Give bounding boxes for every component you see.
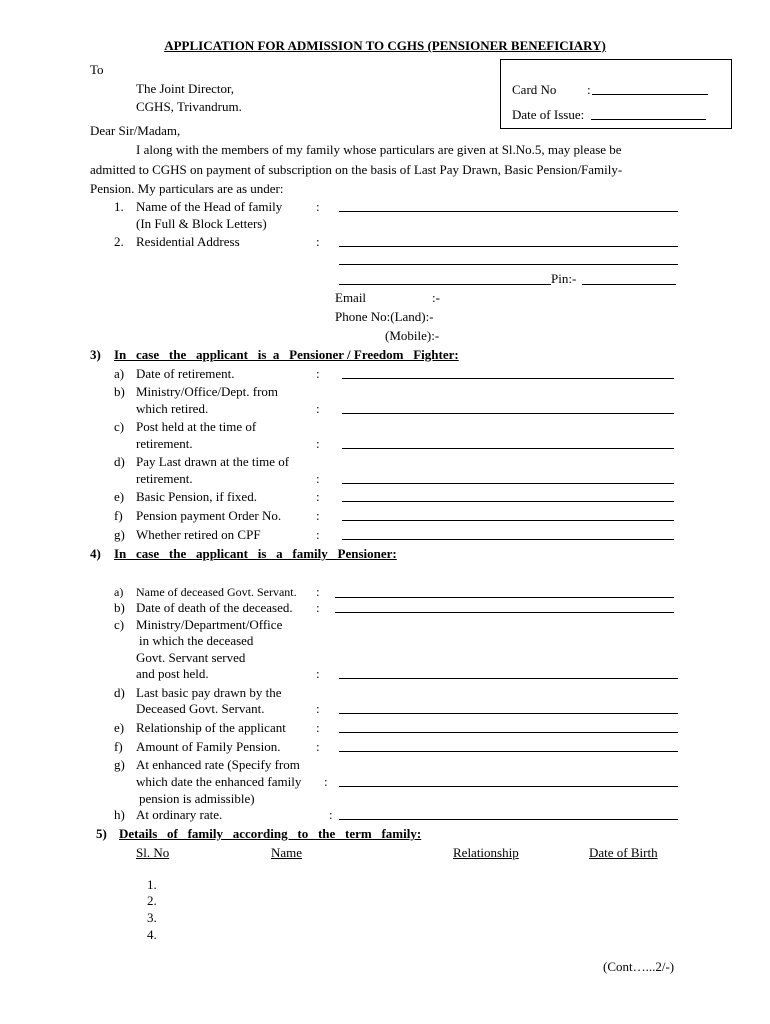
s4-e-label: Relationship of the applicant: [136, 720, 286, 735]
s3-c-colon: :: [316, 436, 320, 451]
family-pension-amount-field[interactable]: [339, 751, 678, 752]
s4-b-label: Date of death of the deceased.: [136, 600, 293, 615]
date-of-issue-label: Date of Issue:: [512, 107, 585, 122]
pin-label: Pin:-: [551, 271, 577, 286]
column-header-relationship: Relationship: [453, 845, 519, 860]
address-line-1: The Joint Director,: [136, 81, 235, 96]
family-row-number: 1.: [147, 877, 157, 892]
item-1-colon: :: [316, 199, 320, 214]
s3-b-letter: b): [114, 384, 125, 399]
s3-b-label-1: Ministry/Office/Dept. from: [136, 384, 279, 399]
s4-c-label-3: Govt. Servant served: [136, 650, 246, 665]
section-4-number: 4): [90, 546, 101, 561]
address-field-line-3[interactable]: [339, 284, 551, 285]
card-no-field[interactable]: [592, 94, 708, 95]
s3-b-label-2: which retired.: [136, 401, 209, 416]
s4-g-label-2: which date the enhanced family: [136, 774, 302, 789]
s4-e-letter: e): [114, 720, 125, 735]
family-row-number: 2.: [147, 893, 157, 908]
s4-g-colon: :: [324, 774, 328, 789]
intro-line-1: I along with the members of my family whose particulars are given at Sl.No.5, may please be: [136, 142, 622, 157]
card-no-colon: :: [587, 82, 591, 97]
address-field-line-1[interactable]: [339, 246, 678, 247]
address-field-line-2[interactable]: [339, 264, 678, 265]
s3-e-label: Basic Pension, if fixed.: [136, 489, 257, 504]
s3-f-label: Pension payment Order No.: [136, 508, 282, 523]
family-row-number: 4.: [147, 927, 157, 942]
pin-field[interactable]: [582, 284, 676, 285]
s3-g-label: Whether retired on CPF: [136, 527, 261, 542]
section-3-number: 3): [90, 347, 101, 362]
item-2-colon: :: [316, 234, 320, 249]
item-2-label: Residential Address: [136, 234, 240, 249]
s4-f-colon: :: [316, 739, 320, 754]
relationship-field[interactable]: [339, 732, 678, 733]
item-1-label: Name of the Head of family: [136, 199, 283, 214]
s4-a-colon: :: [316, 584, 320, 599]
enhanced-rate-field[interactable]: [339, 786, 678, 787]
column-header-dob: Date of Birth: [589, 845, 658, 860]
ordinary-rate-field[interactable]: [339, 819, 678, 820]
s3-e-colon: :: [316, 489, 320, 504]
s3-e-letter: e): [114, 489, 125, 504]
s4-a-letter: a): [114, 585, 124, 599]
s3-d-letter: d): [114, 454, 125, 469]
continuation-note: (Cont…...2/-): [603, 959, 675, 974]
intro-line-3: Pension. My particulars are as under:: [90, 181, 284, 196]
section-3-heading: In case the applicant is a Pensioner / Freedom Fighter:: [114, 347, 459, 362]
deceased-ministry-post-field[interactable]: [339, 678, 678, 679]
section-5-number: 5): [96, 826, 107, 841]
s4-d-label-2: Deceased Govt. Servant.: [136, 701, 265, 716]
s4-d-letter: d): [114, 685, 125, 700]
s4-g-label-3: pension is admissible): [139, 791, 255, 806]
card-no-label: Card No: [512, 82, 557, 97]
intro-line-2: admitted to CGHS on payment of subscription on the basis of Last Pay Drawn, Basic Pension/Family-: [90, 162, 623, 177]
to-label: To: [90, 62, 104, 77]
s4-e-colon: :: [316, 720, 320, 735]
s4-c-label-4: and post held.: [136, 666, 209, 681]
date-of-issue-field[interactable]: [591, 119, 706, 120]
email-colon: :-: [432, 290, 440, 305]
ministry-retired-field[interactable]: [342, 413, 674, 414]
s3-f-letter: f): [114, 508, 123, 523]
s4-b-letter: b): [114, 600, 125, 615]
s4-h-label: At ordinary rate.: [136, 807, 223, 822]
head-of-family-name-field[interactable]: [339, 211, 678, 212]
s4-h-colon: :: [329, 807, 333, 822]
item-1-sublabel: (In Full & Block Letters): [136, 216, 267, 231]
s4-c-label-2: in which the deceased: [139, 633, 254, 648]
s3-c-label-1: Post held at the time of: [136, 419, 257, 434]
s3-g-letter: g): [114, 527, 125, 542]
s3-d-colon: :: [316, 471, 320, 486]
s3-a-letter: a): [114, 366, 125, 381]
date-of-death-field[interactable]: [335, 612, 674, 613]
s4-g-label-1: At enhanced rate (Specify from: [136, 757, 300, 772]
section-5-heading: Details of family according to the term family:: [119, 826, 422, 841]
s3-d-label-2: retirement.: [136, 471, 193, 486]
s4-g-letter: g): [114, 757, 125, 772]
s3-a-label: Date of retirement.: [136, 366, 235, 381]
item-2-number: 2.: [114, 234, 124, 249]
s4-h-letter: h): [114, 807, 125, 822]
item-1-number: 1.: [114, 199, 124, 214]
cpf-field[interactable]: [342, 539, 674, 540]
ppo-number-field[interactable]: [342, 520, 674, 521]
s4-c-label-1: Ministry/Department/Office: [136, 617, 283, 632]
s3-c-label-2: retirement.: [136, 436, 193, 451]
s3-a-colon: :: [316, 366, 320, 381]
s4-c-letter: c): [114, 617, 125, 632]
phone-mobile-label: (Mobile):-: [385, 328, 440, 343]
family-row-number: 3.: [147, 910, 157, 925]
s4-d-label-1: Last basic pay drawn by the: [136, 685, 282, 700]
deceased-last-pay-field[interactable]: [339, 713, 678, 714]
s3-b-colon: :: [316, 401, 320, 416]
email-label: Email: [335, 290, 367, 305]
date-of-retirement-field[interactable]: [342, 378, 674, 379]
address-line-2: CGHS, Trivandrum.: [136, 99, 242, 114]
post-held-field[interactable]: [342, 448, 674, 449]
column-header-name: Name: [271, 845, 303, 860]
s4-c-colon: :: [316, 666, 320, 681]
s3-g-colon: :: [316, 527, 320, 542]
salutation: Dear Sir/Madam,: [90, 123, 181, 138]
last-pay-drawn-field[interactable]: [342, 483, 674, 484]
s3-d-label-1: Pay Last drawn at the time of: [136, 454, 290, 469]
section-4-heading: In case the applicant is a family Pensioner:: [114, 546, 397, 561]
s4-d-colon: :: [316, 701, 320, 716]
s3-c-letter: c): [114, 419, 125, 434]
s4-f-letter: f): [114, 739, 123, 754]
deceased-name-field[interactable]: [335, 597, 674, 598]
s4-a-label: Name of deceased Govt. Servant.: [136, 585, 297, 599]
s4-f-label: Amount of Family Pension.: [136, 739, 281, 754]
phone-land-label: Phone No:(Land):-: [335, 309, 434, 324]
basic-pension-field[interactable]: [342, 501, 674, 502]
column-header-slno: Sl. No: [136, 845, 170, 860]
page-title: APPLICATION FOR ADMISSION TO CGHS (PENSIONER BENEFICIARY): [164, 38, 606, 53]
s4-b-colon: :: [316, 600, 320, 615]
s3-f-colon: :: [316, 508, 320, 523]
